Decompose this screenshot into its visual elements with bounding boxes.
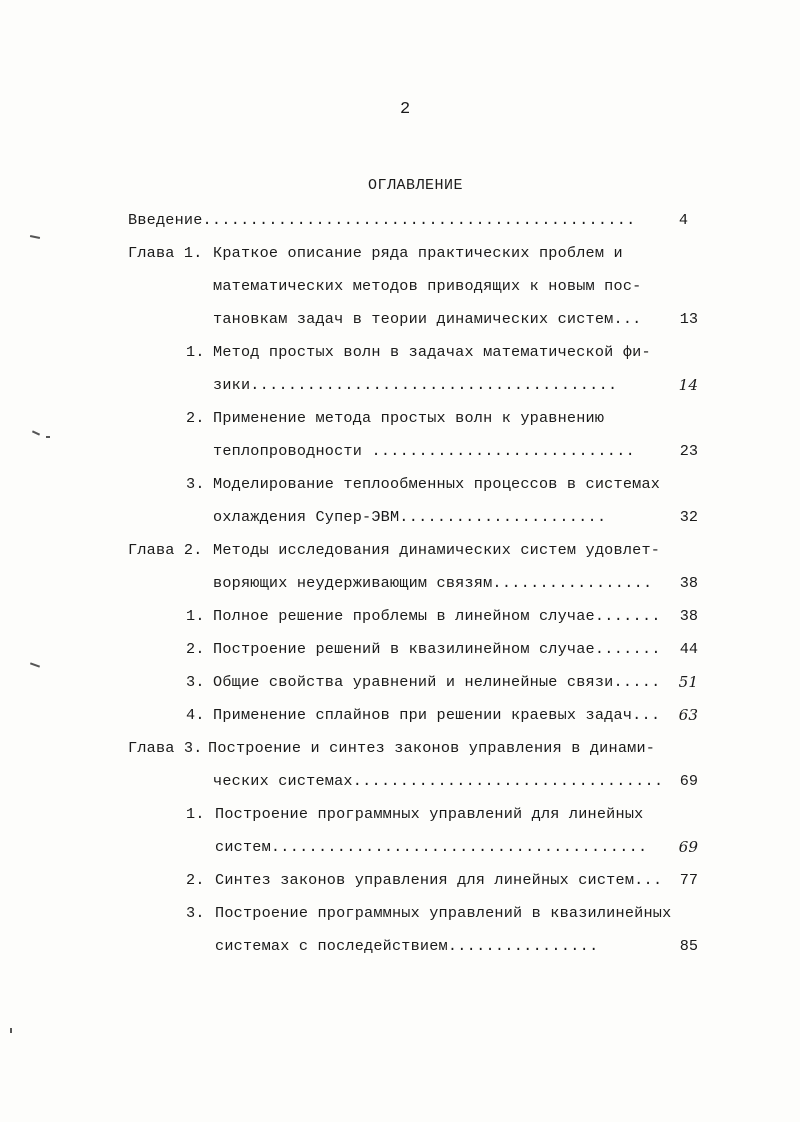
- section-1-3-number: 3.: [186, 475, 205, 493]
- section-2-3-title: Общие свойства уравнений и нелинейные связи.....: [213, 673, 661, 691]
- section-1-2-title-line-1: Применение метода простых волн к уравнению: [213, 409, 605, 427]
- page-number: 2: [400, 100, 412, 119]
- chapter-2-title-line-1: Методы исследования динамических систем удовлет-: [213, 541, 661, 559]
- chapter-1-page: 13: [679, 310, 698, 328]
- section-3-3-number: 3.: [186, 904, 205, 922]
- toc-entry-text: Введение: [128, 211, 203, 229]
- section-3-1-page: 69: [678, 838, 698, 856]
- section-1-1-page: 14: [678, 376, 698, 394]
- chapter-1-title-line-1: Краткое описание ряда практических проблем и: [213, 244, 623, 262]
- section-2-4-title: Применение сплайнов при решении краевых задач...: [213, 706, 661, 724]
- section-3-2-number: 2.: [186, 871, 205, 889]
- section-3-3-title-line-1: Построение программных управлений в квазилинейных: [215, 904, 672, 922]
- section-2-2-page: 44: [679, 640, 698, 658]
- section-3-2-title: Синтез законов управления для линейных систем...: [215, 871, 663, 889]
- chapter-2-page: 38: [679, 574, 698, 592]
- section-1-3-title-line-2: охлаждения Супер-ЭВМ......................: [213, 508, 607, 526]
- section-2-1-title: Полное решение проблемы в линейном случае.......: [213, 607, 661, 625]
- section-2-4-page: 63: [678, 706, 698, 724]
- chapter-2-title-line-2: воряющих неудерживающим связям.................: [213, 574, 653, 592]
- section-1-1-number: 1.: [186, 343, 205, 361]
- chapter-1-title-line-2: математических методов приводящих к новым пос-: [213, 277, 642, 295]
- section-2-4-number: 4.: [186, 706, 205, 724]
- section-2-1-number: 1.: [186, 607, 205, 625]
- section-1-2-number: 2.: [186, 409, 205, 427]
- section-3-1-title-line-2: систем........................................: [215, 838, 648, 856]
- section-1-3-page: 32: [679, 508, 698, 526]
- scan-mark: [46, 436, 50, 438]
- scan-mark: [30, 662, 40, 667]
- section-1-2-title-line-2: теплопроводности ............................: [213, 442, 636, 460]
- chapter-1-label: Глава 1.: [128, 244, 203, 262]
- toc-entry-introduction: Введение..............................................: [128, 211, 636, 229]
- scan-mark: [32, 430, 40, 435]
- section-1-1-title-line-1: Метод простых волн в задачах математической фи-: [213, 343, 651, 361]
- scan-mark: [10, 1028, 12, 1033]
- section-3-3-title-line-2: системах с последействием................: [215, 937, 599, 955]
- section-3-3-page: 85: [679, 937, 698, 955]
- section-3-2-page: 77: [679, 871, 698, 889]
- section-1-2-page: 23: [679, 442, 698, 460]
- section-2-3-page: 51: [678, 673, 698, 691]
- section-3-1-title-line-1: Построение программных управлений для линейных: [215, 805, 644, 823]
- section-2-1-page: 38: [679, 607, 698, 625]
- chapter-3-title-line-2: ческих системах.................................: [213, 772, 664, 790]
- section-2-3-number: 3.: [186, 673, 205, 691]
- chapter-2-label: Глава 2.: [128, 541, 203, 559]
- chapter-3-title-line-1: Построение и синтез законов управления в динами-: [208, 739, 656, 757]
- scan-mark: [30, 235, 40, 239]
- chapter-1-title-line-3: тановкам задач в теории динамических систем...: [213, 310, 642, 328]
- toc-entry-page: 4: [678, 211, 688, 229]
- section-3-1-number: 1.: [186, 805, 205, 823]
- toc-title: ОГЛАВЛЕНИЕ: [368, 177, 464, 194]
- section-1-1-title-line-2: зики.......................................: [213, 376, 618, 394]
- section-2-2-title: Построение решений в квазилинейном случае.......: [213, 640, 661, 658]
- chapter-3-page: 69: [679, 772, 698, 790]
- section-2-2-number: 2.: [186, 640, 205, 658]
- section-1-3-title-line-1: Моделирование теплообменных процессов в системах: [213, 475, 661, 493]
- chapter-3-label: Глава 3.: [128, 739, 203, 757]
